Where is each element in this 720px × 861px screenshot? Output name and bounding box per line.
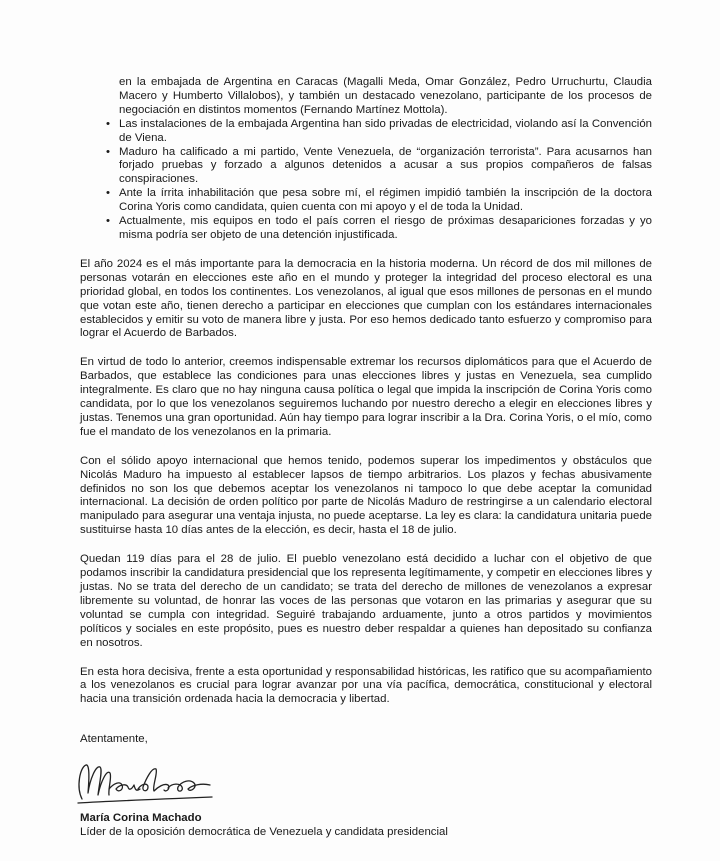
- paragraph-decisive-hour: En esta hora decisiva, frente a esta oportunidad y responsabilidad históricas, les ratifico que su acompañamiento a los venezolanos es crucial para lograr avanzar por una vía pacífica, democrática, constitucional y electoral hacia una transición ordenada hacia la democracia y libertad.: [80, 665, 652, 706]
- paragraph-international-support: Con el sólido apoyo internacional que hemos tenido, podemos superar los impedimentos y obstáculos que Nicolás Maduro ha impuesto al establecer lapsos de tiempo arbitrarios. Los plazos y fechas abusivamente definidos no son los que debemos aceptar los venezolanos ni tampoco lo que debe aceptar la comunidad internacional. La decisión de orden político por parte de Nicolás Maduro de restringirse a un calendario electoral manipulado para asegurar una ventaja injusta, no puede aceptarse. La ley es clara: la candidatura unitaria puede sustituirse hasta 10 días antes de la elección, es decir, hasta el 18 de julio.: [80, 454, 652, 537]
- handwritten-signature: [72, 759, 222, 807]
- signer-name: María Corina Machado: [80, 812, 202, 825]
- paragraph-days-remaining: Quedan 119 días para el 28 de julio. El pueblo venezolano está decidido a luchar con el objetivo de que podamos inscribir la candidatura presidencial que los representa legítimamente, y competir en elecciones libres y justas. No se trata del derecho de un candidato; se trata del derecho de millones de venezolanos a expresar libremente su voluntad, de honrar las voces de las personas que votaron en las primarias y asegurar que su voluntad se cumpla con integridad. Seguiré trabajando arduamente, junto a otros partidos y movimientos políticos y sociales en este propósito, pues es nuestro deber respaldar a quienes han depositado su confianza en nosotros.: [80, 553, 652, 649]
- signer-title: Líder de la oposición democrática de Venezuela y candidata presidencial: [80, 825, 448, 838]
- bullet-item-terrorist-label: • Maduro ha calificado a mi partido, Vente Venezuela, de “organización terrorista”. Para acusarnos han forjado pruebas y forzado a algunos detenidos a acusar a sus propios compañeros de falsas conspiraciones.: [80, 146, 652, 188]
- bullet-continuation: en la embajada de Argentina en Caracas (Magalli Meda, Omar González, Pedro Urruchurtu, Claudia Macero y Humberto Villalobos), y también un destacado venezolano, participante de los procesos de negociación en distintos momentos (Fernando Martínez Mottola).: [119, 76, 652, 116]
- closing-salutation: Atentamente,: [80, 733, 148, 746]
- bullet-item-inhabilitation: • Ante la írrita inhabilitación que pesa sobre mí, el régimen impidió también la inscripción de la doctora Corina Yoris como candidata, quien cuenta con mi apoyo y el de toda la Unidad.: [80, 187, 652, 215]
- paragraph-barbados-agreement: En virtud de todo lo anterior, creemos indispensable extremar los recursos diplomáticos para que el Acuerdo de Barbados, que establece las condiciones para unas elecciones libres y justas en Venezuela, sea cumplido integralmente. Es claro que no hay ninguna causa política o legal que impida la inscripción de Corina Yoris como candidata, por lo que los venezolanos seguiremos luchando por nuestro derecho a elegir en elecciones libres y justas. Tenemos una gran oportunidad. Aún hay tiempo para lograr inscribir a la Dra. Corina Yoris, o el mío, como fue el mandato de los venezolanos en la primaria.: [80, 356, 652, 438]
- bullet-list: [80, 118, 652, 243]
- paragraph-democracy-2024: El año 2024 es el más importante para la democracia en la historia moderna. Un récord de dos mil millones de personas votarán en elecciones este año en el mundo y proteger la integridad del proceso electoral es una prioridad global, en todos los continentes. Los venezolanos, al igual que esos millones de personas en el mundo que votan este año, tienen derecho a participar en elecciones que cumplan con los estándares internacionales establecidos y emitir su voto de manera libre y justa. Por eso hemos dedicado tanto esfuerzo y compromiso para lograr el Acuerdo de Barbados.: [80, 257, 652, 340]
- bullet-item-electricity: • Las instalaciones de la embajada Argentina han sido privadas de electricidad, violando así la Convención de Viena.: [80, 118, 652, 146]
- letter-body: [80, 76, 652, 840]
- bullet-item-disappearances: • Actualmente, mis equipos en todo el país corren el riesgo de próximas desapariciones forzadas y yo misma podría ser objeto de una detención injustificada.: [80, 215, 652, 243]
